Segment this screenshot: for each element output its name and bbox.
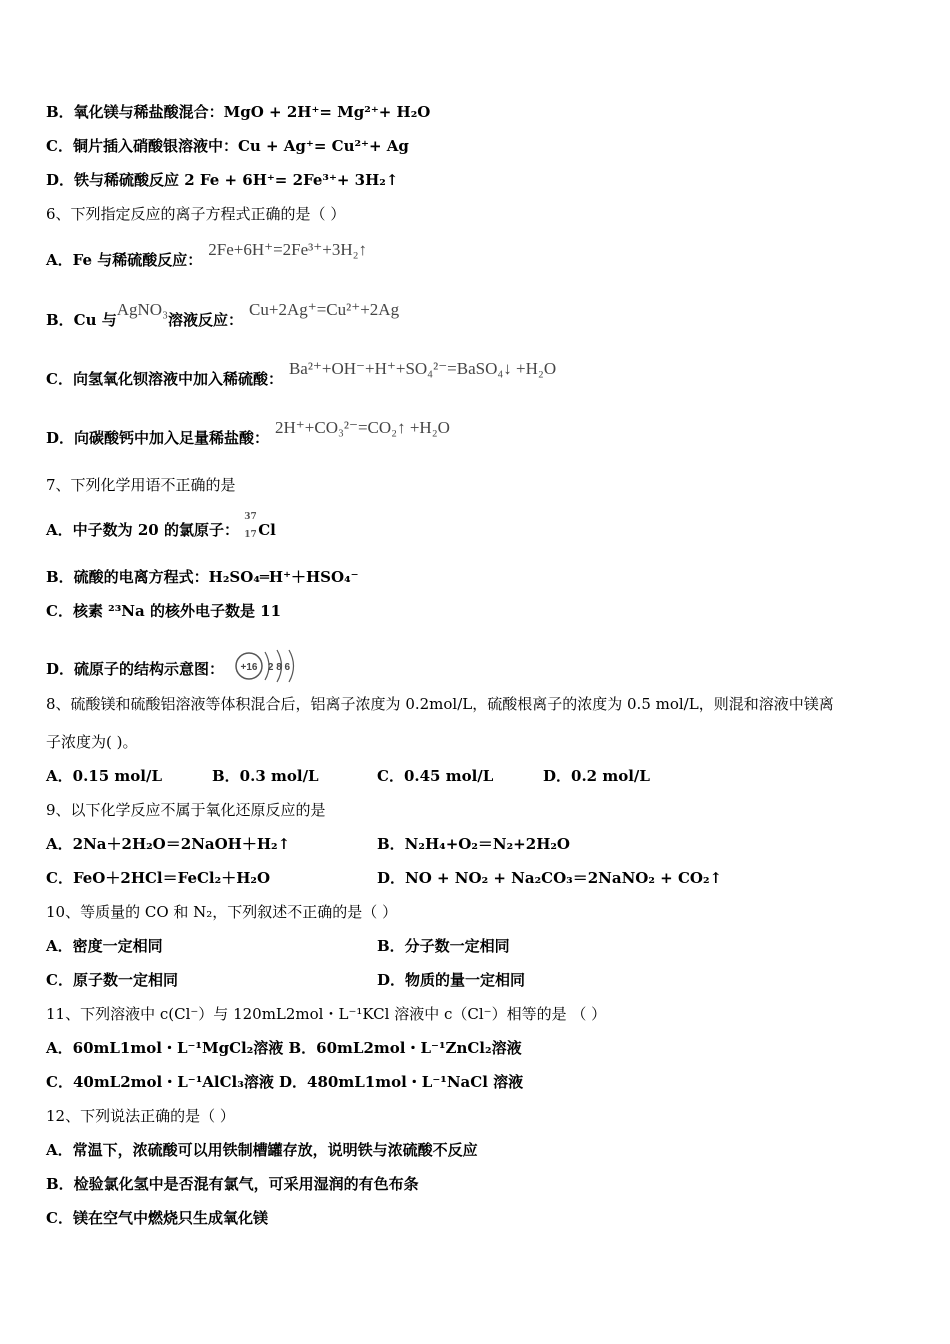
q9-stem: 9、以下化学反应不属于氧化还原反应的是 bbox=[46, 801, 326, 819]
q9-option-b: B．N₂H₄+O₂＝N₂+2H₂O bbox=[377, 835, 571, 853]
q8-option-d: D．0.2 mol/L bbox=[543, 767, 650, 785]
q11-options-cd: C．40mL2mol・L⁻¹AlCl₃溶液 D．480mL1mol・L⁻¹NaCl 溶液 bbox=[46, 1073, 524, 1091]
q10-option-b: B．分子数一定相同 bbox=[377, 937, 510, 955]
q9-option-a: A．2Na＋2H₂O＝2NaOH＋H₂↑ bbox=[46, 835, 291, 853]
q8-option-b: B．0.3 mol/L bbox=[212, 767, 319, 785]
q7-a-mass-number: 37 bbox=[244, 512, 257, 522]
q6-stem: 6、下列指定反应的离子方程式正确的是（ ） bbox=[46, 205, 346, 223]
q9-option-d: D．NO + NO₂ + Na₂CO₃＝2NaNO₂ + CO₂↑ bbox=[377, 869, 723, 887]
q7-a-label: A．中子数为 20 的氯原子： bbox=[46, 521, 239, 539]
q7-stem: 7、下列化学用语不正确的是 bbox=[46, 476, 236, 494]
q6-b-equation: Cu+2Ag⁺=Cu²⁺+2Ag bbox=[249, 300, 400, 319]
q7-option-c: C．核素 ²³Na 的核外电子数是 11 bbox=[46, 602, 282, 620]
q6-a-equation: 2Fe+6H⁺=2Fe³⁺+3H₂↑ bbox=[208, 240, 368, 259]
q7-a-symbol: Cl bbox=[258, 521, 276, 539]
q12-option-b: B．检验氯化氢中是否混有氯气，可采用湿润的有色布条 bbox=[46, 1175, 419, 1193]
q7-d-label: D．硫原子的结构示意图： bbox=[46, 660, 225, 678]
q6-b-reagent: AgNO₃ bbox=[116, 300, 169, 319]
q5-option-b: B．氧化镁与稀盐酸混合：MgO + 2H⁺= Mg²⁺+ H₂O bbox=[46, 103, 431, 121]
q7-option-d bbox=[46, 648, 301, 692]
q6-b-label-pre: B．Cu 与 bbox=[46, 311, 117, 329]
q10-option-c: C．原子数一定相同 bbox=[46, 971, 178, 989]
q6-c-equation: Ba²⁺+OH⁻+H⁺+SO₄²⁻=BaSO₄↓ +H₂O bbox=[288, 359, 557, 378]
q6-d-equation: 2H⁺+CO₃²⁻=CO₂↑ +H₂O bbox=[275, 418, 450, 437]
sulfur-atom-diagram bbox=[233, 644, 301, 688]
q8-option-c: C．0.45 mol/L bbox=[377, 767, 494, 785]
atom-nucleus-label: +16 bbox=[240, 662, 258, 673]
q8-stem-line-2: 子浓度为( )。 bbox=[46, 733, 138, 751]
q6-a-label: A．Fe 与稀硫酸反应： bbox=[46, 251, 203, 269]
q6-option-c bbox=[46, 359, 557, 389]
q12-stem: 12、下列说法正确的是（ ） bbox=[46, 1107, 235, 1125]
q7-option-b: B．硫酸的电离方程式：H₂SO₄═H⁺＋HSO₄⁻ bbox=[46, 568, 359, 586]
q6-option-a bbox=[46, 240, 368, 270]
atom-shell-electrons: 2 8 6 bbox=[268, 662, 291, 673]
q6-d-label: D．向碳酸钙中加入足量稀盐酸： bbox=[46, 429, 270, 447]
q5-option-d: D．铁与稀硫酸反应 2 Fe + 6H⁺= 2Fe³⁺+ 3H₂↑ bbox=[46, 171, 399, 189]
q7-a-isotope bbox=[244, 512, 258, 541]
q8-option-a: A．0.15 mol/L bbox=[46, 767, 162, 785]
q6-option-d bbox=[46, 418, 450, 448]
q11-options-ab: A．60mL1mol・L⁻¹MgCl₂溶液 B．60mL2mol・L⁻¹ZnCl₂溶液 bbox=[46, 1039, 522, 1057]
q9-option-c: C．FeO＋2HCl＝FeCl₂＋H₂O bbox=[46, 869, 271, 887]
q6-c-label: C．向氢氧化钡溶液中加入稀硫酸： bbox=[46, 370, 283, 388]
q8-stem-line-1: 8、硫酸镁和硫酸铝溶液等体积混合后，铝离子浓度为 0.2mol/L，硫酸根离子的浓度为 0.5 mol/L，则混和溶液中镁离 bbox=[46, 695, 834, 713]
q6-option-b bbox=[46, 300, 400, 330]
q5-option-c: C．铜片插入硝酸银溶液中：Cu + Ag⁺= Cu²⁺+ Ag bbox=[46, 137, 409, 155]
q6-b-label-post: 溶液反应： bbox=[168, 311, 244, 329]
q11-stem: 11、下列溶液中 c(Cl⁻）与 120mL2mol・L⁻¹KCl 溶液中 c（Cl⁻）相等的是 （ ） bbox=[46, 1005, 607, 1023]
q7-a-atomic-number: 17 bbox=[244, 530, 257, 540]
q7-option-a bbox=[46, 512, 276, 541]
q10-option-d: D．物质的量一定相同 bbox=[377, 971, 526, 989]
q10-stem: 10、等质量的 CO 和 N₂，下列叙述不正确的是（ ） bbox=[46, 903, 398, 921]
q12-option-a: A．常温下，浓硫酸可以用铁制槽罐存放，说明铁与浓硫酸不反应 bbox=[46, 1141, 478, 1159]
q10-option-a: A．密度一定相同 bbox=[46, 937, 163, 955]
q12-option-c: C．镁在空气中燃烧只生成氧化镁 bbox=[46, 1209, 268, 1227]
